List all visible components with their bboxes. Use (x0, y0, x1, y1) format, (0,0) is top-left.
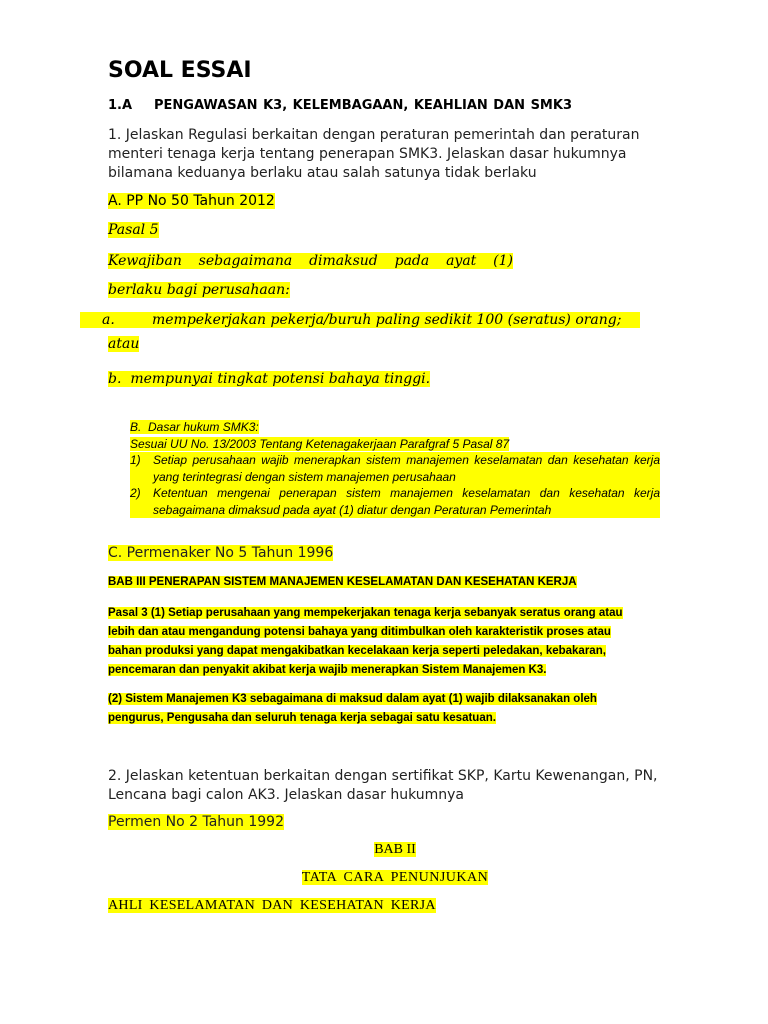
word: ayat (446, 253, 477, 269)
question-2: 2. Jelaskan ketentuan berkaitan dengan sertifikat SKP, Kartu Kewenangan, PN, Lencana bagi calon AK3. Jelaskan dasar hukumnya (108, 768, 658, 803)
dasar-hukum-block (130, 419, 660, 518)
pasal-5-label: Pasal 5 (108, 222, 159, 238)
pasal-3-paragraph: Pasal 3 (1) Setiap perusahaan yang mempekerjakan tenaga kerja sebanyak seratus orang atau lebih dan atau mengandung potensi bahaya yang ditimbulkan oleh karakteristik proses atau bahan produksi yang dapat mengakibatkan kecelakaan kerja seperti peledakan, kebakaran, pencemaran dan penyakit akibat kerja wajib menerapkan Sistem Manajemen K3. (108, 607, 623, 676)
list-item-a (80, 312, 640, 328)
ahli-k3-heading: AHLI KESELAMATAN DAN KESEHATAN KERJA (108, 898, 436, 913)
permen-1992-heading: Permen No 2 Tahun 1992 (108, 814, 284, 830)
berlaku-line: berlaku bagi perusahaan: (108, 282, 290, 298)
permenaker-heading: C. Permenaker No 5 Tahun 1996 (108, 545, 334, 561)
document-title: SOAL ESSAI (108, 58, 252, 83)
list-item-a-text: mempekerjakan pekerja/buruh paling sedikit 100 (seratus) orang; (152, 312, 622, 328)
ayat-2-paragraph: (2) Sistem Manajemen K3 sebagaimana di maksud dalam ayat (1) wajib dilaksanakan oleh pengurus, Pengusaha dan seluruh tenaga kerja sebagai satu kesatuan. (108, 693, 597, 724)
bab-2-heading: BAB II (374, 842, 416, 857)
list-item-a-label: a. (102, 312, 115, 328)
tata-cara-heading: TATA CARA PENUNJUKAN (301, 870, 489, 885)
word: dimaksud (309, 253, 378, 269)
atau-text: atau (108, 336, 140, 352)
dasar-item-number: 1) (130, 453, 141, 467)
dasar-item-text: Ketentuan mengenai penerapan sistem manajemen keselamatan dan kesehatan kerja sebagaimana dimaksud pada ayat (1) diatur dengan Peraturan Pemerintah (153, 486, 660, 517)
question-1: 1. Jelaskan Regulasi berkaitan dengan peraturan pemerintah dan peraturan menteri tenaga kerja tentang penerapan SMK3. Jelaskan dasar hukumnya bilamana keduanya berlaku atau salah satunya tidak berlaku (108, 127, 640, 181)
section-number: 1.A (108, 98, 133, 113)
dasar-title: B. Dasar hukum SMK3: (130, 420, 259, 434)
dasar-ref: Sesuai UU No. 13/2003 Tentang Ketenagakerjaan Parafgraf 5 Pasal 87 (130, 436, 510, 451)
bab-3-heading: BAB III PENERAPAN SISTEM MANAJEMEN KESELAMATAN DAN KESEHATAN KERJA (108, 576, 577, 588)
list-item-b: b. mempunyai tingkat potensi bahaya tinggi. (108, 371, 431, 387)
dasar-item-text: Setiap perusahaan wajib menerapkan sistem manajemen keselamatan dan kesehatan kerja yang terintegrasi dengan sistem manajemen perusahaan (153, 453, 660, 484)
dasar-item (130, 452, 660, 485)
kewajiban-line (108, 253, 513, 269)
word: (1) (493, 253, 513, 269)
dasar-item-number: 2) (130, 486, 141, 500)
dasar-title-row (130, 419, 660, 436)
section-title: PENGAWASAN K3, KELEMBAGAAN, KEAHLIAN DAN SMK3 (154, 98, 572, 113)
word: sebagaimana (198, 253, 293, 269)
pp-heading: A. PP No 50 Tahun 2012 (108, 193, 275, 209)
dasar-ref-row (130, 436, 660, 453)
dasar-item (130, 485, 660, 518)
word: Kewajiban (108, 253, 182, 269)
section-heading (108, 98, 572, 113)
word: pada (394, 253, 430, 269)
